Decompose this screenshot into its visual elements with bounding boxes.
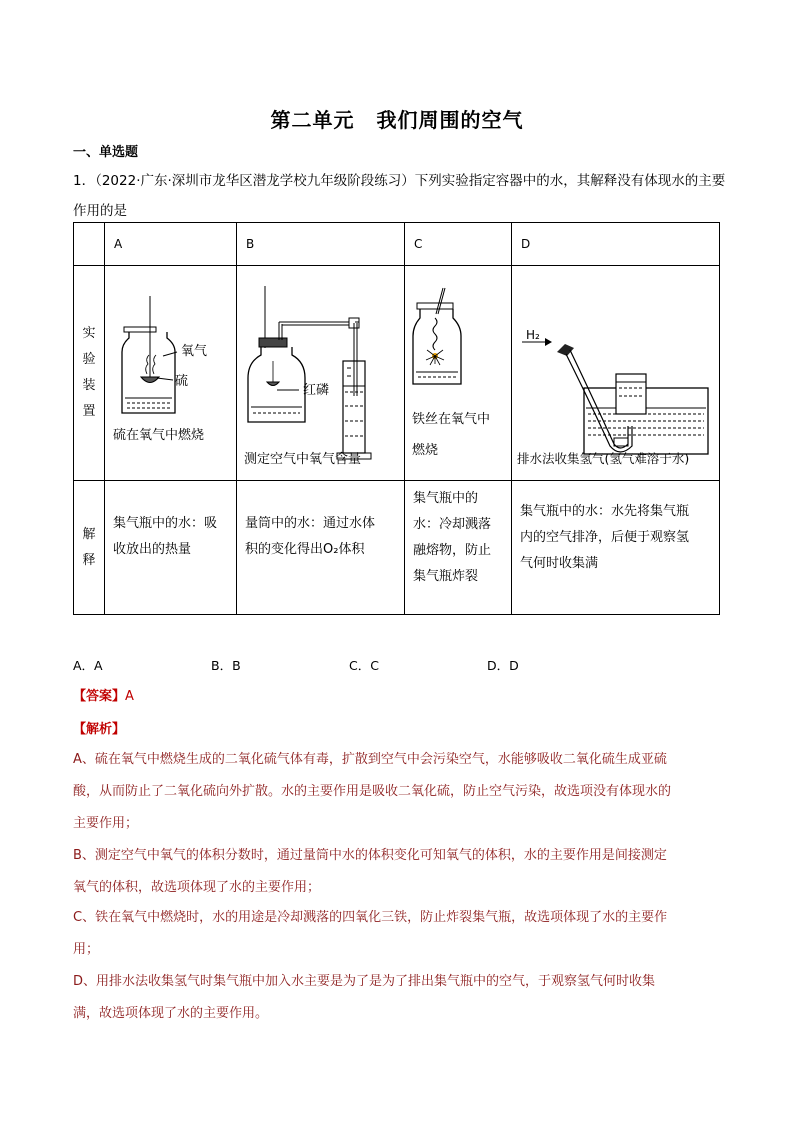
section-heading: 一、单选题 [73,145,139,160]
row-label-apparatus: 实 验 装 置 [74,266,105,481]
caption-d: 排水法收集氢气(氢气难溶于水) [517,451,690,466]
apparatus-c [405,266,512,481]
table-header-row [74,223,720,266]
question-text [73,166,733,226]
apparatus-b [237,266,405,481]
label-red-phosphorus: 红磷 [303,383,330,398]
question-source: （2022·广东·深圳市龙华区潜龙学校九年级阶段练习） [95,173,415,189]
option-a[interactable]: A．A [73,658,103,673]
header-c: C [405,223,512,266]
label-sulfur: 硫 [175,374,189,389]
answer-line [73,685,134,704]
explanation-c: 集气瓶中的 水：冷却溅落 融熔物，防止 集气瓶炸裂 [405,481,512,615]
analysis-label: 【解析】 [73,722,126,737]
header-d: D [512,223,720,266]
analysis-c: C、铁在氧气中燃烧时，水的用途是冷却溅落的四氧化三铁，防止炸裂集气瓶，故选项体现了水的主要作 用； [73,910,668,957]
caption-c-line2: 燃烧 [412,443,439,458]
explanation-row [74,481,720,615]
caption-c-line1: 铁丝在氧气中 [412,412,491,427]
title-part-1: 第二单元 [270,108,355,132]
option-b[interactable]: B．B [211,658,241,673]
experiment-table [73,222,720,615]
apparatus-a [105,266,237,481]
page-title [0,104,794,133]
title-part-2: 我们周围的空气 [376,108,524,132]
question-body: 下列实验指定容器中的水，其解释没有体现水的主要作用的是 [73,173,726,219]
explanation-b: 量筒中的水：通过水体 积的变化得出O₂体积 [237,481,405,615]
caption-b: 测定空气中氧气含量 [244,452,362,467]
label-h2: H₂ [526,328,540,342]
explanation-d: 集气瓶中的水：水先将集气瓶 内的空气排净，后便于观察氢 气何时收集满 [512,481,720,615]
option-d[interactable]: D．D [487,658,519,673]
option-c[interactable]: C．C [349,658,379,673]
explanation-a: 集气瓶中的水：吸 收放出的热量 [105,481,237,615]
header-blank [74,223,105,266]
answer-value: A [125,689,134,704]
label-oxygen: 氧气 [181,344,208,359]
question-number: 1． [73,173,96,189]
analysis-d: D、用排水法收集氢气时集气瓶中加入水主要是为了是为了排出集气瓶中的空气，于观察氢气何时收集 满，故选项体现了水的主要作用。 [73,974,656,1021]
apparatus-row [74,266,720,481]
apparatus-d [512,266,720,481]
row-label-explanation: 解 释 [74,481,105,615]
analysis-b: B、测定空气中氧气的体积分数时，通过量筒中水的体积变化可知氧气的体积，水的主要作用是间接测定 氧气的体积，故选项体现了水的主要作用； [73,848,667,895]
analysis-a: A、硫在氧气中燃烧生成的二氧化硫气体有毒，扩散到空气中会污染空气，水能够吸收二氧化硫生成亚硫 酸，从而防止了二氧化硫向外扩散。水的主要作用是吸收二氧化硫，防止空气污染，故选项没有体现水的 主要作用； [73,752,672,831]
header-b: B [237,223,405,266]
answer-label: 【答案】 [73,689,126,704]
header-a: A [105,223,237,266]
caption-a: 硫在氧气中燃烧 [113,428,205,443]
